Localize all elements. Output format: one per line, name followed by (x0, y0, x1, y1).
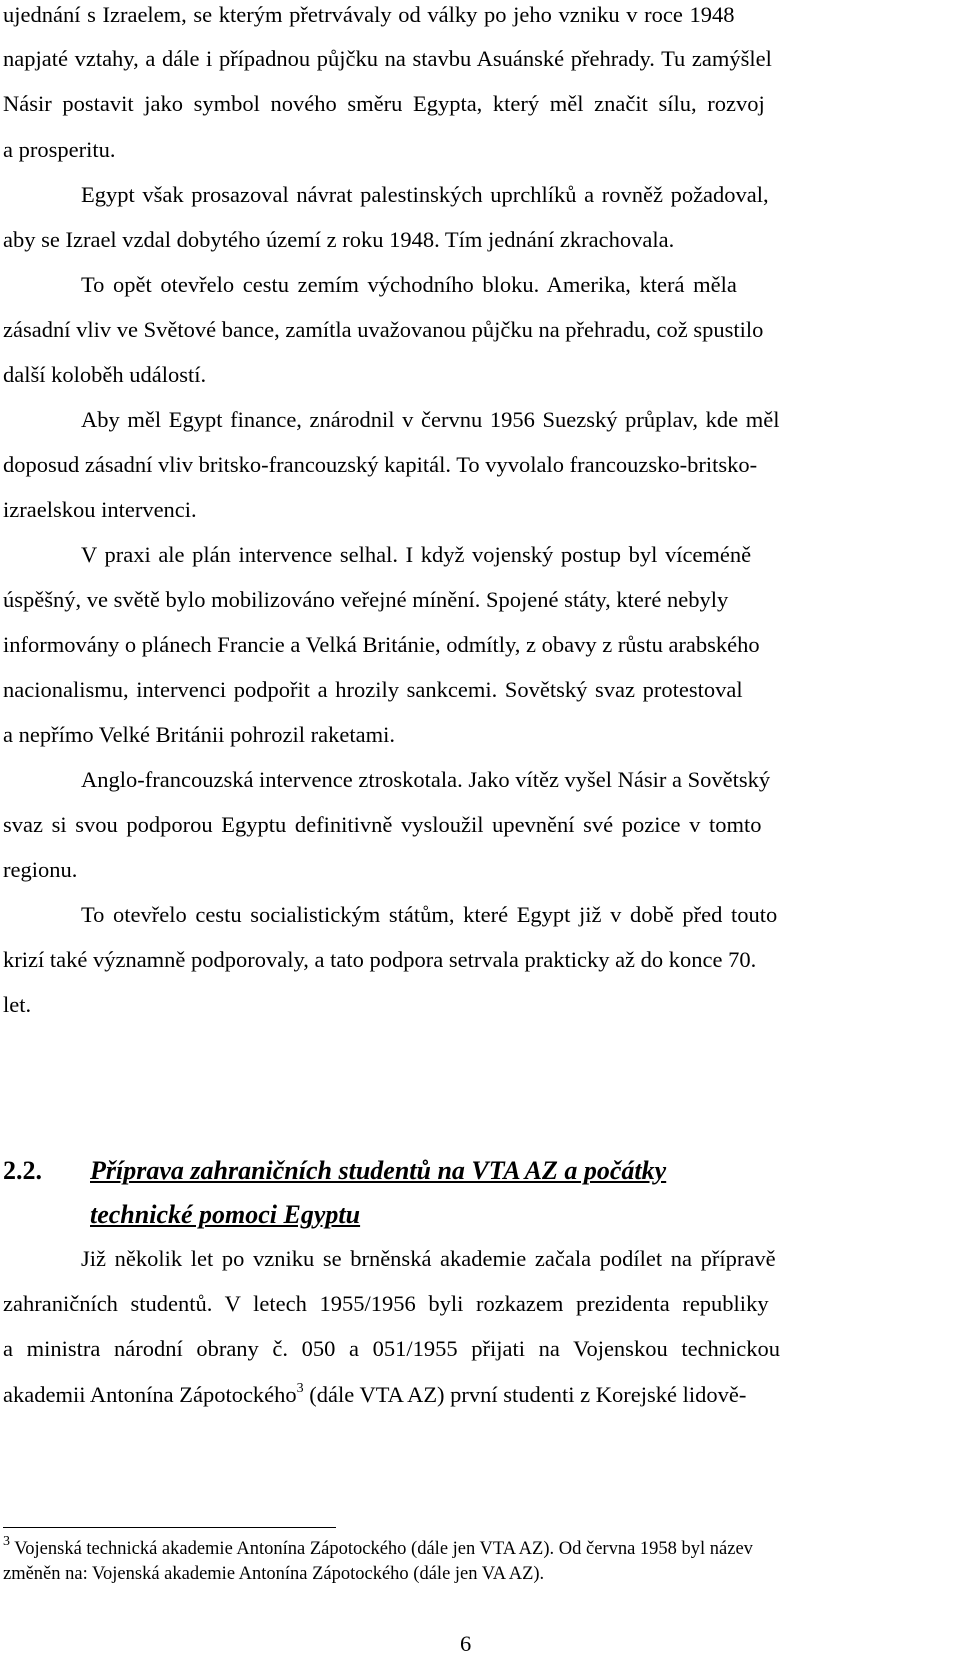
section-heading-line-2: technické pomoci Egyptu (90, 1200, 361, 1229)
body-line: nacionalismu, intervenci podpořit a hrozily sankcemi. Sovětský svaz protestoval (3, 677, 743, 702)
section-line-text: (dále VTA AZ) první studenti z Korejské lidově- (309, 1382, 747, 1407)
body-line: izraelskou intervenci. (3, 497, 197, 522)
body-line: doposud zásadní vliv britsko-francouzský kapitál. To vyvolalo francouzsko-britsko- (3, 452, 758, 477)
section-line: zahraničních studentů. V letech 1955/1956 byli rozkazem prezidenta republiky (3, 1291, 769, 1316)
section-number: 2.2. (3, 1156, 42, 1185)
body-line: Aby měl Egypt finance, znárodnil v červnu 1956 Suezský průplav, kde měl (81, 407, 780, 432)
body-line: úspěšný, ve světě bylo mobilizováno veřejné mínění. Spojené státy, které nebyly (3, 587, 729, 612)
body-line: let. (3, 992, 32, 1017)
body-line: napjaté vztahy, a dále i případnou půjčku na stavbu Asuánské přehrady. Tu zamýšlel (3, 46, 772, 71)
body-line: V praxi ale plán intervence selhal. I když vojenský postup byl víceméně (81, 542, 752, 567)
body-line: aby se Izrael vzdal dobytého území z roku 1948. Tím jednání zkrachovala. (3, 227, 675, 252)
section-heading-line-1: Příprava zahraničních studentů na VTA AZ a počátky (90, 1156, 667, 1185)
body-line: ujednání s Izraelem, se kterým přetrvávaly od války po jeho vzniku v roce 1948 (3, 2, 735, 27)
body-line: svaz si svou podporou Egyptu definitivně vysloužil upevnění své pozice v tomto (3, 812, 762, 837)
body-line: zásadní vliv ve Světové bance, zamítla uvažovanou půjčku na přehradu, což spustilo (3, 317, 764, 342)
body-line: informovány o plánech Francie a Velká Británie, odmítly, z obavy z růstu arabského (3, 632, 760, 657)
footnote-line: změněn na: Vojenská akademie Antonína Zápotockého (dále jen VA AZ). (3, 1564, 545, 1584)
footnote-reference[interactable]: 3 (296, 1380, 304, 1396)
footnote-marker: 3 (3, 1533, 10, 1549)
body-line: To otevřelo cestu socialistickým státům, které Egypt již v době před touto (81, 902, 778, 927)
section-line: a ministra národní obrany č. 050 a 051/1955 přijati na Vojenskou technickou (3, 1336, 781, 1361)
body-line: regionu. (3, 857, 78, 882)
section-line (3, 1381, 746, 1409)
body-line: a prosperitu. (3, 137, 116, 162)
body-line: To opět otevřelo cestu zemím východního bloku. Amerika, která měla (81, 272, 737, 297)
page-number: 6 (460, 1631, 472, 1656)
footnote-text: Vojenská technická akademie Antonína Zápotockého (dále jen VTA AZ). Od června 1958 byl název (14, 1539, 753, 1559)
body-line: další koloběh událostí. (3, 362, 207, 387)
body-line: Anglo-francouzská intervence ztroskotala. Jako vítěz vyšel Násir a Sovětský (81, 767, 771, 792)
footnote-line (3, 1533, 753, 1561)
body-line: Násir postavit jako symbol nového směru Egypta, který měl značit sílu, rozvoj (3, 91, 765, 116)
body-line: a nepřímo Velké Británii pohrozil raketami. (3, 722, 395, 747)
section-line-text: akademii Antonína Zápotockého (3, 1382, 297, 1407)
body-line: krizí také významně podporovaly, a tato podpora setrvala prakticky až do konce 70. (3, 947, 757, 972)
body-line: Egypt však prosazoval návrat palestinských uprchlíků a rovněž požadoval, (81, 182, 769, 207)
section-line: Již několik let po vzniku se brněnská akademie začala podílet na přípravě (81, 1246, 776, 1271)
footnote-separator (3, 1527, 336, 1528)
